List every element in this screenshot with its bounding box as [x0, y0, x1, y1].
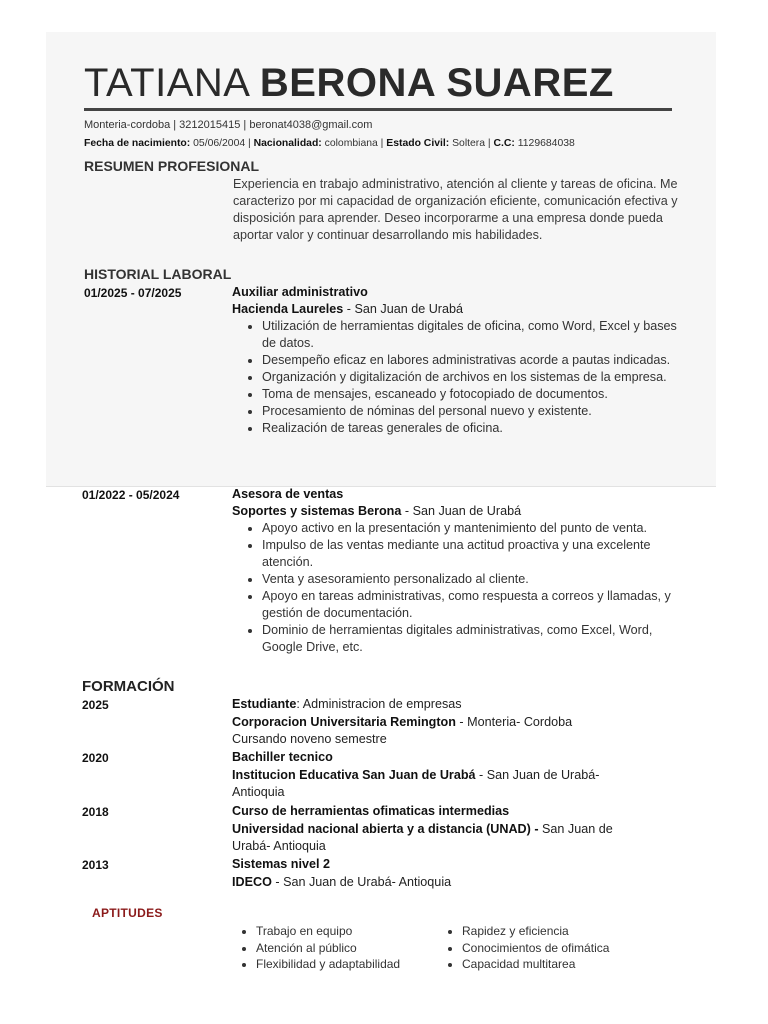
summary-text: Experiencia en trabajo administrativo, atención al cliente y tareas de oficina. Me caracterizo por mi capacidad de organización eficiente, comunicación efectiva y disposición para aprender. Deseo incorporarme a una empresa donde pueda aportar valor y continuar desarrollando mis habilidades.: [233, 177, 678, 242]
civil-label: Estado Civil:: [386, 138, 450, 149]
education-location: - San Juan de Urabá- Antioquia: [271, 874, 452, 889]
nationality-value: colombiana |: [321, 138, 387, 149]
education-degree-detail: : Administracion de empresas: [296, 697, 462, 711]
list-item: • Venta y asesoramiento personalizado al cliente.: [262, 571, 682, 588]
job-position: Auxiliar administrativo: [232, 285, 368, 299]
job-company: Hacienda Laureles: [232, 302, 344, 316]
list-item: • Toma de mensajes, escaneado y fotocopiado de documentos.: [262, 386, 682, 403]
list-item: • Conocimientos de ofimática: [462, 940, 664, 957]
education-degree: Bachiller tecnico: [232, 750, 333, 764]
first-name: TATIANA: [84, 61, 249, 105]
candidate-name: [84, 58, 614, 108]
list-item: • Apoyo en tareas administrativas, como respuesta a correos y llamadas, y gestión de documentación.: [262, 588, 682, 622]
education-entry: [232, 749, 652, 802]
job-entry: [232, 486, 682, 656]
education-location: - San Juan de Urabá- Antioquia: [232, 767, 600, 799]
contact-line: Monteria-cordoba | 3212015415 | beronat4038@gmail.com: [84, 119, 373, 131]
education-year: 2018: [82, 805, 109, 819]
education-line: [232, 714, 652, 732]
cc-label: C.C:: [493, 138, 515, 149]
education-entry: [232, 803, 652, 856]
list-item: • Apoyo activo en la presentación y mantenimiento del punto de venta.: [262, 520, 682, 537]
list-item: • Atención al público: [256, 940, 438, 957]
list-item: • Procesamiento de nóminas del personal nuevo y existente.: [262, 403, 682, 420]
education-year: 2020: [82, 751, 109, 765]
job-dates: 01/2025 - 07/2025: [84, 286, 182, 300]
job-dates: 01/2022 - 05/2024: [82, 488, 180, 502]
education-line: [232, 856, 652, 874]
education-note: Cursando noveno semestre: [232, 732, 387, 746]
job-company-line: [232, 503, 682, 520]
education-degree: Estudiante: [232, 697, 297, 711]
education-line: [232, 874, 652, 892]
last-name: BERONA SUAREZ: [259, 61, 614, 105]
education-line: [232, 821, 652, 856]
list-item: • Dominio de herramientas digitales administrativas, como Excel, Word, Google Drive, etc.: [262, 622, 682, 656]
work-history-title: HISTORIAL LABORAL: [84, 266, 232, 282]
list-item: • Capacidad multitarea: [462, 956, 664, 973]
education-institution: Universidad nacional abierta y a distancia (UNAD) -: [232, 821, 539, 836]
job-company-line: [232, 301, 682, 318]
skills-title: APTITUDES: [92, 906, 163, 920]
birth-value: 05/06/2004 |: [190, 138, 254, 149]
skills-list-right: [444, 923, 664, 973]
education-entry: [232, 696, 652, 749]
personal-info-line: [84, 138, 575, 149]
education-line: [232, 767, 652, 802]
education-line: [232, 696, 652, 714]
education-year: 2013: [82, 858, 109, 872]
list-item: • Impulso de las ventas mediante una actitud proactiva y una excelente atención.: [262, 537, 682, 571]
list-item: • Organización y digitalización de archivos en los sistemas de la empresa.: [262, 369, 682, 386]
job-location: - San Juan de Urabá: [343, 302, 464, 316]
education-line: [232, 749, 652, 767]
job-company: Soportes y sistemas Berona: [232, 504, 402, 518]
job-entry: [232, 284, 682, 437]
education-institution: Institucion Educativa San Juan de Urabá: [232, 767, 476, 782]
header-divider: [84, 108, 672, 111]
education-degree: Curso de herramientas ofimaticas intermedias: [232, 804, 510, 818]
education-year: 2025: [82, 698, 109, 712]
education-location: San Juan de Urabá- Antioquia: [232, 821, 613, 853]
skills-list-left: [238, 923, 438, 973]
list-item: • Utilización de herramientas digitales de oficina, como Word, Excel y bases de datos.: [262, 318, 682, 352]
list-item: • Rapidez y eficiencia: [462, 923, 664, 940]
education-institution: Corporacion Universitaria Remington: [232, 714, 456, 729]
cc-value: 1129684038: [514, 138, 575, 149]
list-item: • Flexibilidad y adaptabilidad: [256, 956, 438, 973]
education-entry: [232, 856, 652, 891]
education-title: FORMACIÓN: [82, 678, 175, 695]
education-location: - Monteria- Cordoba: [455, 714, 573, 729]
job-duties-list: [232, 520, 682, 656]
summary-title: RESUMEN PROFESIONAL: [84, 158, 260, 174]
list-item: • Trabajo en equipo: [256, 923, 438, 940]
job-location: - San Juan de Urabá: [401, 504, 522, 518]
civil-value: Soltera |: [449, 138, 494, 149]
list-item: • Realización de tareas generales de oficina.: [262, 420, 682, 437]
list-item: • Desempeño eficaz en labores administrativas acorde a pautas indicadas.: [262, 352, 682, 369]
education-degree: Sistemas nivel 2: [232, 857, 331, 871]
education-line: [232, 803, 652, 821]
nationality-label: Nacionalidad:: [253, 138, 322, 149]
job-position: Asesora de ventas: [232, 487, 344, 501]
education-institution: IDECO: [232, 874, 272, 889]
birth-label: Fecha de nacimiento:: [84, 138, 191, 149]
job-duties-list: [232, 318, 682, 437]
